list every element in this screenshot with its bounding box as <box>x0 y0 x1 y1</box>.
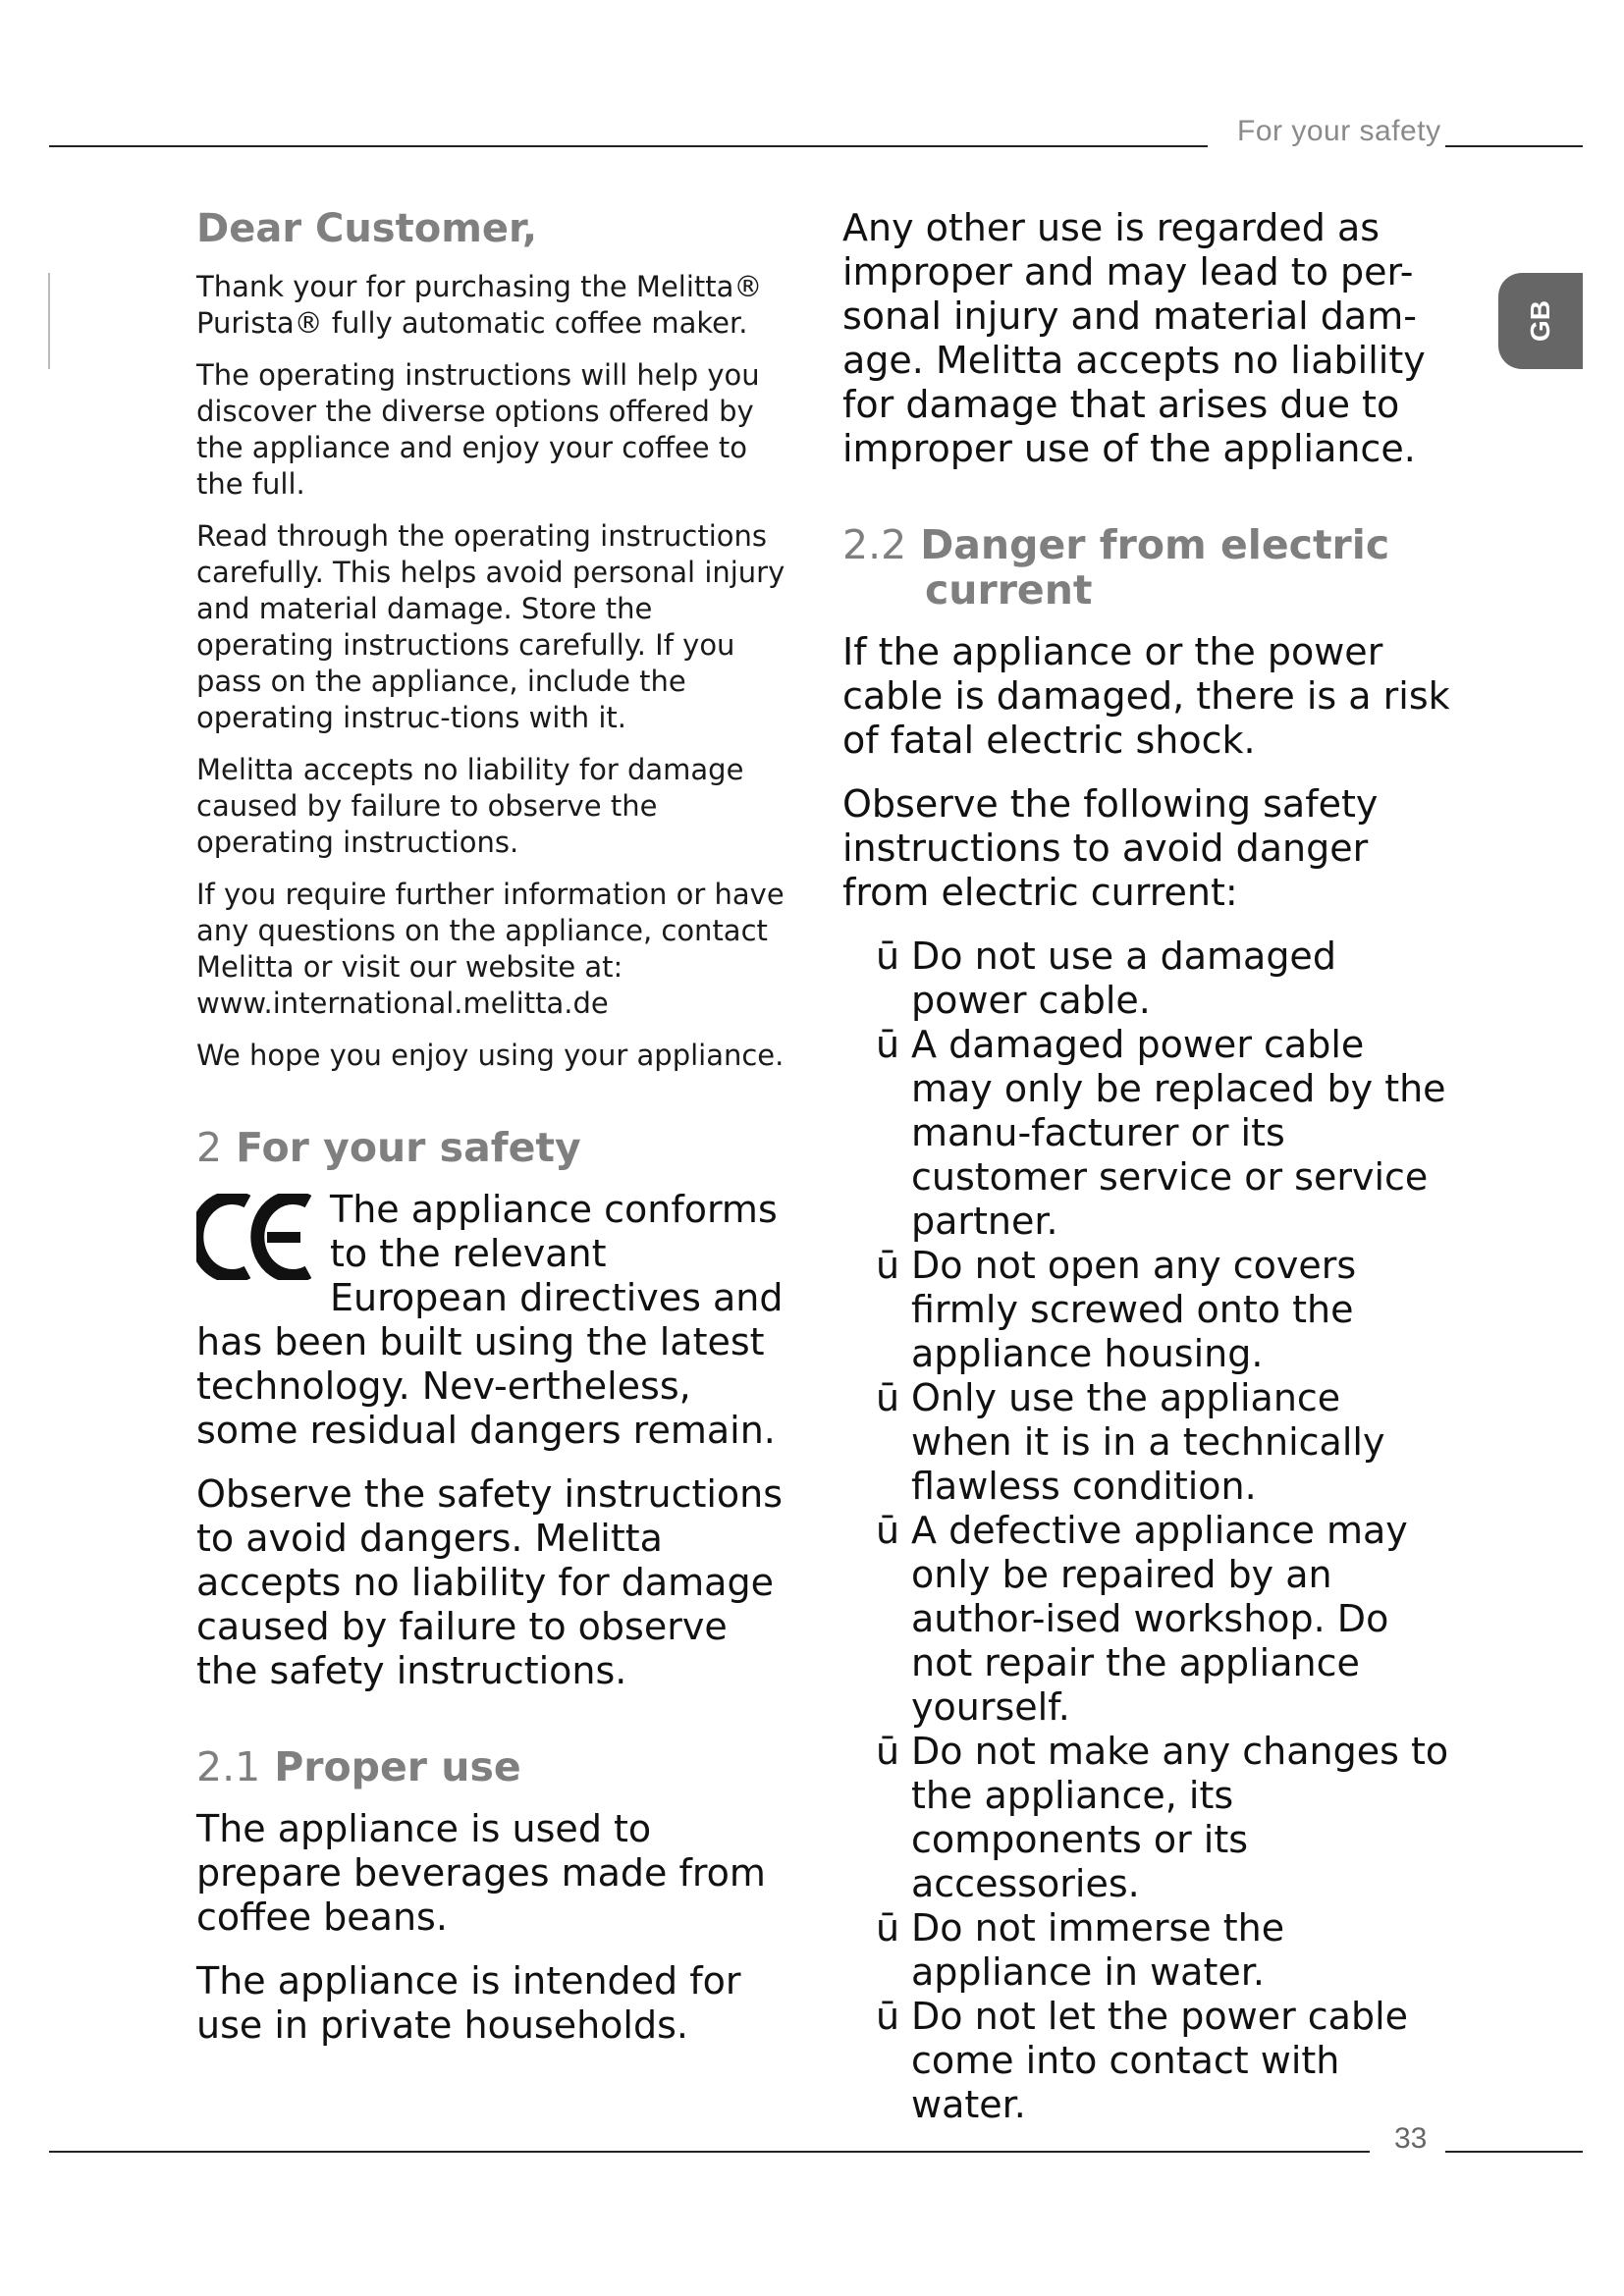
language-tab-label: GB <box>1525 300 1555 342</box>
list-item: ū A defective appliance may only be repaired by an author-ised workshop. Do not repair the appliance yourself. <box>876 1509 1408 1729</box>
electric-safety-list <box>876 934 1451 2127</box>
proper-use-paragraph-1: The appliance is used to prepare beverages made from coffee beans. <box>196 1807 766 1939</box>
list-item: ū Do not use a damaged power cable. <box>876 934 1336 1022</box>
section-2-2-number: 2.2 <box>842 521 907 568</box>
list-item: ū Only use the appliance when it is in a technically flawless condition. <box>876 1376 1385 1508</box>
bullet-marker: ū <box>876 1023 900 1066</box>
section-2-heading <box>196 1125 795 1170</box>
improper-use-paragraph: Any other use is regarded as improper and may lead to per-sonal injury and material dam-age. Melitta accepts no liability for damage that arises due to improper use of the appliance. <box>842 206 1426 470</box>
section-2-1-heading <box>196 1744 795 1789</box>
language-tab <box>1498 273 1583 369</box>
bullet-marker: ū <box>876 1906 900 1949</box>
margin-bar <box>48 273 50 369</box>
section-2-1-title: Proper use <box>274 1743 521 1790</box>
list-item: ū Do not make any changes to the appliance, its components or its accessories. <box>876 1730 1449 1905</box>
intro-paragraph-2: The operating instructions will help you discover the diverse options offered by the appliance and enjoy your coffee to the full. <box>196 358 760 501</box>
bullet-marker: ū <box>876 1376 900 1419</box>
electric-observe-paragraph: Observe the following safety instructions to avoid danger from electric current: <box>842 782 1379 914</box>
left-column <box>196 206 795 2067</box>
intro-paragraph-6: We hope you enjoy using your appliance. <box>196 1039 785 1072</box>
header-rule-left <box>49 145 1208 147</box>
bullet-marker: ū <box>876 934 900 978</box>
section-2-number: 2 <box>196 1124 223 1171</box>
safety-observe-paragraph: Observe the safety instructions to avoid dangers. Melitta accepts no liability for damage caused by failure to observe the safety instructions. <box>196 1472 784 1692</box>
electric-risk-paragraph: If the appliance or the power cable is damaged, there is a risk of fatal electric shock. <box>842 630 1450 762</box>
ce-statement <box>196 1188 795 1472</box>
footer-rule-left <box>49 2151 1370 2153</box>
bullet-marker: ū <box>876 1244 900 1287</box>
list-item: ū A damaged power cable may only be replaced by the manu-facturer or its customer service or service partner. <box>876 1023 1446 1243</box>
section-2-2-title-line-1: Danger from electric <box>920 521 1390 568</box>
list-item: ū Do not let the power cable come into contact with water. <box>876 1995 1409 2126</box>
greeting-heading: Dear Customer, <box>196 206 538 251</box>
ce-mark-icon <box>196 1194 316 1280</box>
proper-use-paragraph-2: The appliance is intended for use in private households. <box>196 1959 741 2047</box>
section-2-title: For your safety <box>236 1124 581 1171</box>
footer-rule-right <box>1445 2151 1583 2153</box>
section-2-2-title-line-2: current <box>925 566 1093 614</box>
intro-paragraph-3: Read through the operating instructions carefully. This helps avoid personal injury and material damage. Store the operating instructions carefully. If you pass on the appliance, include the operating instruc-tions with it. <box>196 519 785 734</box>
intro-paragraph-1: Thank your for purchasing the Melitta® Purista® fully automatic coffee maker. <box>196 270 763 340</box>
bullet-marker: ū <box>876 1509 900 1552</box>
page-number: 33 <box>1394 2122 1428 2155</box>
running-header: For your safety <box>1237 115 1441 147</box>
section-2-1-number: 2.1 <box>196 1743 261 1790</box>
bullet-marker: ū <box>876 1995 900 2038</box>
section-2-2-heading <box>842 522 1451 613</box>
header-rule-right <box>1445 145 1583 147</box>
intro-paragraph-5: If you require further information or have any questions on the appliance, contact Melitta or visit our website at: www.international.melitta.de <box>196 878 785 1020</box>
bullet-marker: ū <box>876 1730 900 1773</box>
intro-paragraph-4: Melitta accepts no liability for damage caused by failure to observe the operating instructions. <box>196 753 744 859</box>
ce-statement-text: The appliance conforms to the relevant European directives and has been built using the latest technology. Nev-ertheless, some residual dangers remain. <box>196 1188 784 1452</box>
list-item: ū Do not immerse the appliance in water. <box>876 1906 1285 1994</box>
list-item: ū Do not open any covers firmly screwed onto the appliance housing. <box>876 1244 1357 1375</box>
right-column <box>842 206 1451 2127</box>
